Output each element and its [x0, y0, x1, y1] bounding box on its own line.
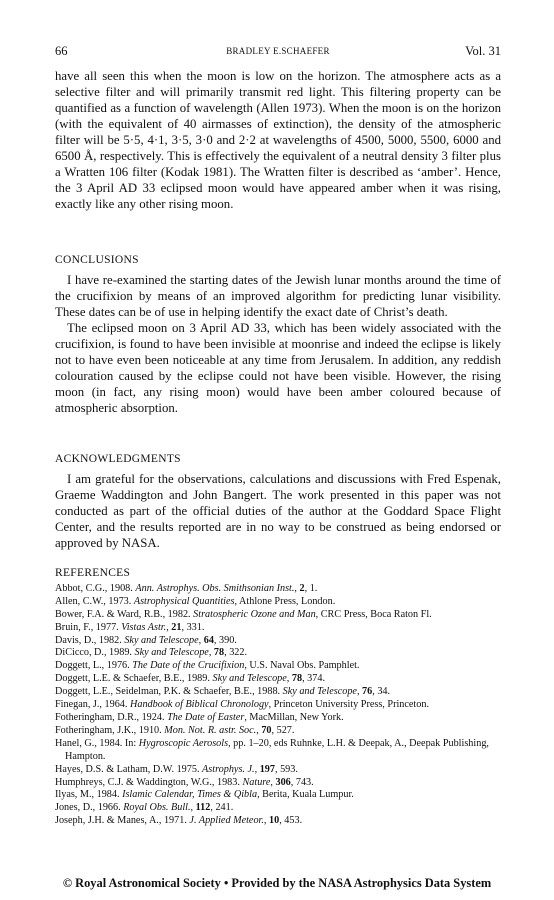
conclusions-heading: CONCLUSIONS — [55, 254, 139, 266]
reference-post: , 331. — [181, 621, 205, 633]
reference-pre: Doggett, L.E., Seidelman, P.K. & Schaefer, B.E., 1988. — [55, 686, 283, 698]
reference-ital: Nature — [242, 776, 271, 788]
reference-mid: , — [263, 815, 270, 827]
reference-item — [55, 622, 501, 635]
reference-item — [55, 738, 501, 764]
reference-pre: Fotheringham, D.R., 1924. — [55, 711, 168, 723]
reference-item — [55, 596, 501, 609]
reference-post: , 322. — [224, 647, 248, 659]
reference-pre: Humphreys, C.J. & Waddington, W.G., 1983. — [55, 776, 243, 788]
reference-item — [55, 777, 501, 790]
reference-mid: , — [198, 634, 204, 646]
reference-item — [55, 725, 501, 738]
reference-bold: 78 — [291, 673, 303, 685]
reference-mid: , MacMillan, New York. — [244, 711, 344, 723]
volume-label: Vol. 31 — [465, 44, 501, 58]
reference-ital: Sky and Telescope — [282, 686, 357, 698]
reference-item — [55, 609, 501, 622]
reference-ital: Islamic Calendar, Times & Qibla — [122, 789, 258, 801]
reference-mid: , CRC Press, Boca Raton Fl. — [315, 608, 432, 620]
reference-mid: , pp. 1–20, eds Ruhnke, L.H. & Deepak, A., Deepak Publishing, Hampton. — [65, 737, 489, 762]
reference-pre: Doggett, L.E. & Schaefer, B.E., 1989. — [55, 673, 213, 685]
reference-pre: Allen, C.W., 1973. — [55, 595, 134, 607]
acknowledgments-paragraph: I am grateful for the observations, calculations and discussions with Fred Espenak, Graeme Waddington and John Bangert. The work presented in this paper was not conducted as part of the official duties of the author at the Goddard Space Flight Center, and the results reported are in no way to be construed as being endorsed or approved by NASA. — [55, 472, 501, 550]
reference-mid: , — [286, 673, 292, 685]
reference-mid: , — [190, 802, 196, 814]
conclusions-section — [55, 254, 501, 416]
reference-item — [55, 647, 501, 660]
reference-ital: Astrophysical Quantities — [133, 595, 235, 607]
reference-ital: Mon. Not. R. astr. Soc. — [164, 724, 257, 736]
reference-pre: Ilyas, M., 1984. — [55, 789, 123, 801]
page-number: 66 — [55, 44, 68, 58]
reference-item — [55, 583, 501, 596]
reference-ital: Sky and Telescope — [134, 647, 209, 659]
reference-mid: , — [166, 621, 172, 633]
reference-post: , 241. — [210, 802, 234, 814]
conclusions-paragraph-2: The eclipsed moon on 3 April AD 33, which has been widely associated with the crucifixion, is found to have been invisible at moonrise and indeed the eclipse is likely not to have even been noticeable at any time from Jerusalem. In addition, any reddish colouration caused by the eclipse could not have been visible. However, the rising moon (in fact, any rising moon) would have been amber coloured because of atmospheric absorption. — [55, 321, 501, 415]
reference-item — [55, 686, 501, 699]
reference-post: , 527. — [271, 724, 295, 736]
reference-mid: , — [254, 763, 260, 775]
intro-paragraph: have all seen this when the moon is low on the horizon. The atmosphere acts as a selective filter and will primarily transmit red light. This filtering property can be quantified as a function of wavelength (Allen 1973). When the moon is on the horizon (with the equivalent of 40 airmasses of extinction), the density of the atmospheric filter will be 5·5, 4·1, 3·5, 3·0 and 2·2 at wavelengths of 4500, 5000, 5500, 6000 and 6500 Å, respectively. This is effectively the equivalent of a neutral density 3 filter plus a Wratten 106 filter (Kodak 1981). The Wratten filter is described as ‘amber’. Hence, the 3 April AD 33 eclipsed moon would have appeared amber when it was rising, exactly like any other rising moon. — [55, 69, 501, 211]
reference-bold: 306 — [275, 776, 291, 788]
reference-post: , 453. — [279, 815, 303, 827]
reference-item — [55, 660, 501, 673]
reference-bold: 112 — [195, 802, 211, 814]
reference-post: , 34. — [372, 686, 391, 698]
reference-bold: 78 — [213, 647, 225, 659]
reference-pre: Jones, D., 1966. — [55, 802, 124, 814]
reference-pre: Fotheringham, J.K., 1910. — [55, 724, 165, 736]
reference-pre: Bower, F.A. & Ward, R.B., 1982. — [55, 608, 194, 620]
acknowledgments-section — [55, 453, 501, 551]
reference-post: , 390. — [213, 634, 237, 646]
reference-bold: 70 — [261, 724, 272, 736]
reference-mid: , — [356, 686, 363, 698]
reference-ital: Ann. Astrophys. Obs. Smithsonian Inst. — [135, 582, 295, 594]
reference-item — [55, 712, 501, 725]
reference-item — [55, 789, 501, 802]
reference-bold: 76 — [362, 686, 373, 698]
reference-mid: , Princeton University Press, Princeton. — [268, 699, 429, 711]
running-author: BRADLEY E.SCHAEFER — [226, 46, 330, 56]
reference-bold: 21 — [171, 621, 182, 633]
reference-mid: , — [256, 724, 262, 736]
reference-ital: J. Applied Meteor. — [189, 815, 264, 827]
acknowledgments-heading: ACKNOWLEDGMENTS — [55, 453, 181, 465]
reference-ital: The Date of Easter — [167, 711, 245, 723]
reference-pre: Abbot, C.G., 1908. — [55, 582, 136, 594]
running-header — [55, 44, 501, 60]
reference-bold: 2 — [299, 582, 305, 594]
reference-ital: Handbook of Biblical Chronology — [130, 699, 269, 711]
reference-pre: Finegan, J., 1964. — [55, 699, 130, 711]
references-heading: REFERENCES — [55, 567, 131, 579]
reference-post: , 593. — [274, 763, 298, 775]
reference-ital: Royal Obs. Bull. — [123, 802, 191, 814]
reference-mid: , Berita, Kuala Lumpur. — [257, 789, 354, 801]
reference-list — [55, 583, 501, 828]
reference-pre: Bruin, F., 1977. — [55, 621, 122, 633]
reference-pre: Hanel, G., 1984. In: — [55, 737, 139, 749]
references-section — [55, 567, 501, 828]
reference-mid: , Athlone Press, London. — [234, 595, 336, 607]
reference-item — [55, 764, 501, 777]
reference-post: , 374. — [302, 673, 325, 685]
reference-mid: , — [208, 647, 214, 659]
reference-pre: Hayes, D.S. & Latham, D.W. 1975. — [55, 763, 203, 775]
reference-post: , 1. — [304, 582, 318, 594]
reference-item — [55, 699, 501, 712]
reference-ital: Stratospheric Ozone and Man — [193, 608, 316, 620]
reference-ital: The Date of the Crucifixion — [132, 660, 245, 672]
intro-section — [55, 68, 501, 212]
reference-pre: DiCicco, D., 1989. — [55, 647, 135, 659]
reference-bold: 10 — [269, 815, 280, 827]
reference-item — [55, 802, 501, 815]
footer-credit: © Royal Astronomical Society • Provided by the NASA Astrophysics Data System — [62, 876, 492, 890]
reference-mid: , — [270, 776, 276, 788]
reference-mid: , — [294, 582, 300, 594]
reference-bold: 197 — [259, 763, 275, 775]
reference-item — [55, 673, 501, 686]
reference-bold: 64 — [203, 634, 214, 646]
reference-ital: Hygroscopic Aerosols — [138, 737, 229, 749]
reference-item — [55, 635, 501, 648]
reference-ital: Sky and Telescope — [212, 673, 287, 685]
reference-pre: Joseph, J.H. & Manes, A., 1971. — [55, 815, 190, 827]
reference-ital: Vistas Astr. — [121, 621, 167, 633]
reference-ital: Sky and Telescope — [124, 634, 199, 646]
reference-post: , 743. — [290, 776, 314, 788]
reference-pre: Doggett, L., 1976. — [55, 660, 133, 672]
conclusions-paragraph-1: I have re-examined the starting dates of the Jewish lunar months around the time of the crucifixion by means of an improved algorithm for predicting lunar visibility. These dates can be of use in helping identify the exact date of Christ’s death. — [55, 273, 501, 319]
reference-item — [55, 815, 501, 828]
reference-mid: , U.S. Naval Obs. Pamphlet. — [244, 660, 360, 672]
reference-ital: Astrophys. J. — [202, 763, 255, 775]
reference-pre: Davis, D., 1982. — [55, 634, 125, 646]
